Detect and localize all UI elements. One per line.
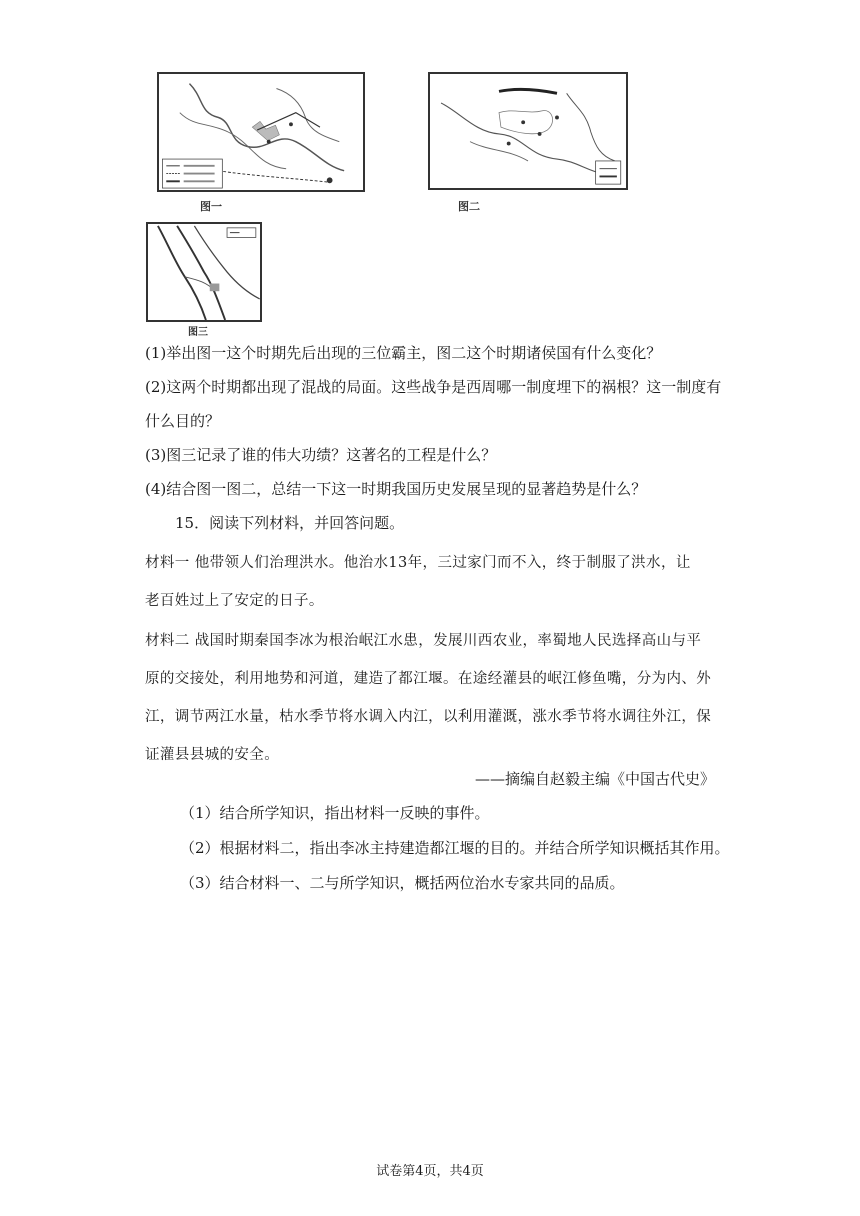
map-figure-2-caption: 图二 <box>458 200 480 213</box>
map-figure-3-caption: 图三 <box>188 327 208 338</box>
material-2-line: 原的交接处，利用地势和河道，建造了都江堰。在途经灌县的岷江修鱼嘴，分为内、外 <box>145 671 712 687</box>
material-2-line: 材料二 战国时期秦国李冰为根治岷江水患，发展川西农业，率蜀地人民选择高山与平 <box>145 633 702 649</box>
map-figure-1-drawing <box>159 74 363 190</box>
material-source: ——摘编自赵毅主编《中国古代史》 <box>474 770 715 788</box>
sub-question: （2）根据材料二，指出李冰主持建造都江堰的目的。并结合所学知识概括其作用。 <box>180 839 730 857</box>
material-2-line: 证灌县县城的安全。 <box>145 747 280 763</box>
question-line: (4)结合图一图二，总结一下这一时期我国历史发展呈现的显著趋势是什么？ <box>145 480 647 498</box>
sub-question: （3）结合材料一、二与所学知识，概括两位治水专家共同的品质。 <box>180 874 625 892</box>
page-footer: 试卷第4页，共4页 <box>376 1164 484 1179</box>
map-figure-2 <box>428 72 628 190</box>
map-figure-3-drawing <box>148 224 260 320</box>
material-1-line: 老百姓过上了安定的日子。 <box>145 593 324 609</box>
material-1-line: 材料一 他带领人们治理洪水。他治水13年，三过家门而不入，终于制服了洪水，让 <box>145 555 691 571</box>
map-figure-2-drawing <box>430 74 626 188</box>
question-line: (2)这两个时期都出现了混战的局面。这些战争是西周哪一制度埋下的祸根？这一制度有 <box>145 378 722 396</box>
map-figure-3 <box>146 222 262 322</box>
map-figure-1 <box>157 72 365 192</box>
question-line: (3)图三记录了谁的伟大功绩？这著名的工程是什么？ <box>145 446 497 464</box>
material-2-line: 江，调节两江水量，枯水季节将水调入内江，以利用灌溉，涨水季节将水调往外江，保 <box>145 709 712 725</box>
question-line: (1)举出图一这个时期先后出现的三位霸主，图二这个时期诸侯国有什么变化？ <box>145 344 662 362</box>
question-15-title: 15．阅读下列材料，并回答问题。 <box>175 514 405 532</box>
map-figure-1-caption: 图一 <box>200 200 222 213</box>
sub-question: （1）结合所学知识，指出材料一反映的事件。 <box>180 804 490 822</box>
question-line: 什么目的？ <box>145 412 221 430</box>
